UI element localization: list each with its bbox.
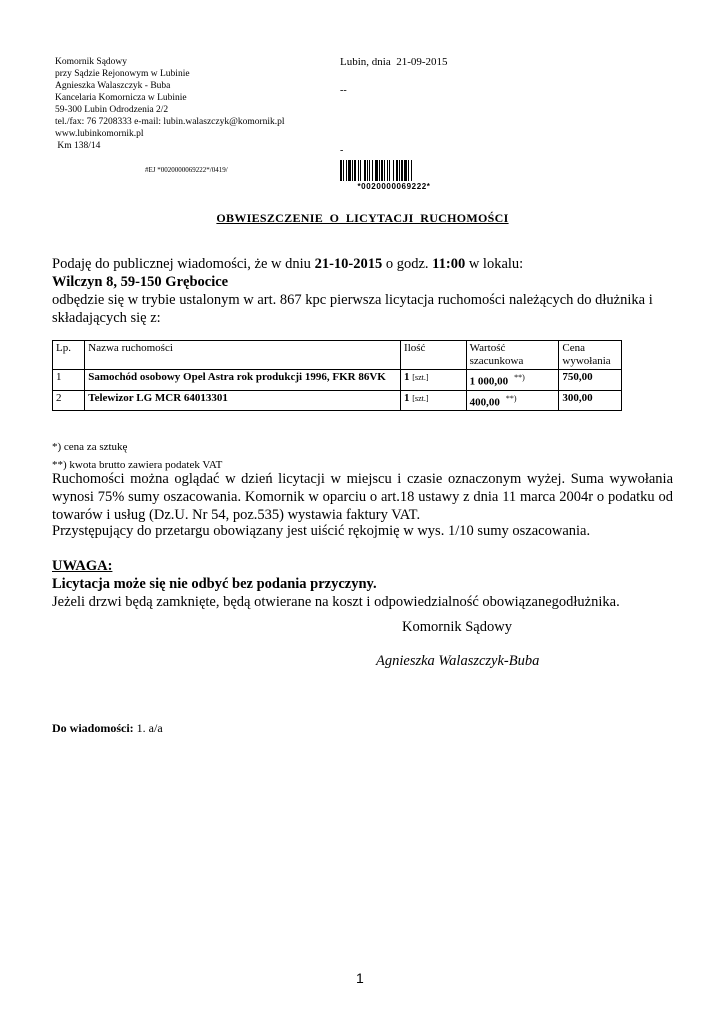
barcode-image: [339, 160, 449, 190]
barcode-bar: [401, 160, 403, 181]
sender-line: 59-300 Lubin Odrodzenia 2/2: [55, 105, 169, 115]
barcode-bar: [367, 160, 368, 181]
header-price: Cena wywołania: [559, 341, 622, 370]
row-value-mark: **): [514, 373, 525, 382]
row-value: 1 000,00: [469, 375, 509, 388]
row-qty-cell: [401, 370, 467, 391]
row-lp: 1: [53, 370, 85, 391]
row-name: Telewizor LG MCR 64013301: [85, 390, 401, 411]
footnote: *) cena za sztukę: [52, 441, 128, 453]
table-row: [53, 370, 622, 391]
row-price: 750,00: [559, 370, 622, 391]
auction-place: Wilczyn 8, 59-150 Grębocice: [52, 274, 229, 290]
dash-mark: -: [340, 145, 344, 156]
barcode-bar: [360, 160, 361, 181]
header-name: Nazwa ruchomości: [85, 341, 401, 370]
page-number: 1: [356, 970, 364, 986]
sender-line: tel./fax: 76 7208333 e-mail: lubin.walaszczyk@komornik.pl: [55, 117, 285, 127]
barcode-bar: [354, 160, 356, 181]
distribution-label: Do wiadomości:: [52, 721, 134, 735]
intro-paragraph: [52, 255, 677, 327]
barcode-bar: [408, 160, 409, 181]
barcode-text: *0020000069222*: [357, 182, 431, 190]
auction-time: 11:00: [432, 256, 466, 272]
table-row: [53, 390, 622, 411]
distribution-value: 1. a/a: [133, 721, 163, 735]
barcode-bar: [364, 160, 366, 181]
deposit-paragraph: Przystępujący do przetargu obowiązany jest uiścić rękojmię w wys. 1/10 sumy oszacowania.: [52, 523, 591, 539]
row-qty-cell: [401, 390, 467, 411]
date-line: Lubin, dnia 21-09-2015: [340, 56, 448, 68]
intro-text: o godz.: [382, 256, 433, 272]
sender-line: Km 138/14: [55, 141, 101, 151]
row-value-cell: [466, 390, 559, 411]
header-qty: Ilość: [401, 341, 467, 370]
barcode-bar: [346, 160, 347, 181]
barcode-bar: [396, 160, 398, 181]
row-unit: [szt.]: [412, 373, 429, 382]
notice-label: UWAGA:: [52, 558, 113, 574]
barcode-bar: [352, 160, 353, 181]
intro-text: odbędzie się w trybie ustalonym w art. 867 kpc pierwsza licytacja ruchomości należących do dłużnika i składających się z:: [52, 292, 653, 326]
barcode-bar: [393, 160, 394, 181]
footnotes: [52, 438, 222, 474]
notice-block: [52, 557, 620, 611]
barcode-bar: [372, 160, 373, 181]
barcode-bar: [340, 160, 342, 181]
barcode-bar: [404, 160, 407, 181]
page-title: OBWIESZCZENIE O LICYTACJI RUCHOMOŚCI: [216, 211, 509, 225]
barcode-bar: [381, 160, 383, 181]
intro-text: Podaję do publicznej wiadomości, że w dniu: [52, 256, 315, 272]
row-name: Samochód osobowy Opel Astra rok produkcji 1996, FKR 86VK: [85, 370, 401, 391]
row-price: 300,00: [559, 390, 622, 411]
row-value-cell: [466, 370, 559, 391]
sender-line: www.lubinkomornik.pl: [55, 129, 144, 139]
barcode-bar: [411, 160, 412, 181]
barcode-bar: [399, 160, 400, 181]
sender-line: przy Sądzie Rejonowym w Lubinie: [55, 69, 190, 79]
barcode-bar: [369, 160, 370, 181]
barcode-bar: [379, 160, 380, 181]
header-value: Wartość szacunkowa: [466, 341, 559, 370]
barcode-bar: [348, 160, 351, 181]
barcode-bar: [375, 160, 378, 181]
barcode-bar: [389, 160, 390, 181]
barcode-bar: [384, 160, 385, 181]
sender-line: Kancelaria Komornicza w Lubinie: [55, 93, 187, 103]
ej-code: #EJ *0020000069222*/0419/: [145, 166, 228, 174]
notice-line: Licytacja może się nie odbyć bez podania przyczyny.: [52, 576, 377, 592]
distribution-line: [52, 721, 163, 736]
signature-title: Komornik Sądowy: [402, 619, 512, 635]
goods-table: [52, 340, 622, 411]
intro-text: w lokalu:: [465, 256, 524, 272]
viewing-paragraph: Ruchomości można oglądać w dzień licytacji w miejscu i czasie oznaczonym wyżej. Suma wywołania wynosi 75% sumy oszacowania. Komornik w oparciu o art.18 ustawy z dnia 11 marca 2004r o podatku od towarów i usług (Dz.U. Nr 54, poz.535) wystawia faktury VAT.: [52, 471, 673, 523]
footnote: **) kwota brutto zawiera podatek VAT: [52, 459, 223, 471]
notice-line: Jeżeli drzwi będą zamknięte, będą otwierane na koszt i odpowiedzialność obowiązanegodłużnika.: [52, 594, 620, 610]
row-lp: 2: [53, 390, 85, 411]
dash-mark: --: [340, 85, 347, 96]
header-lp: Lp.: [53, 341, 85, 370]
barcode-bar: [387, 160, 388, 181]
row-qty: 1: [404, 371, 410, 383]
row-value-mark: **): [505, 393, 517, 403]
barcode-bar: [358, 160, 359, 181]
sender-block: [55, 56, 285, 152]
signature-name: Agnieszka Walaszczyk-Buba: [376, 653, 540, 669]
row-value: 400,00: [469, 396, 500, 409]
row-unit: [szt.]: [412, 393, 429, 403]
table-header-row: [53, 341, 622, 370]
sender-line: Komornik Sądowy: [55, 57, 128, 67]
row-qty: 1: [404, 391, 410, 404]
auction-date: 21-10-2015: [314, 256, 383, 272]
sender-line: Agnieszka Walaszczyk - Buba: [55, 81, 171, 91]
barcode-bar: [343, 160, 344, 181]
